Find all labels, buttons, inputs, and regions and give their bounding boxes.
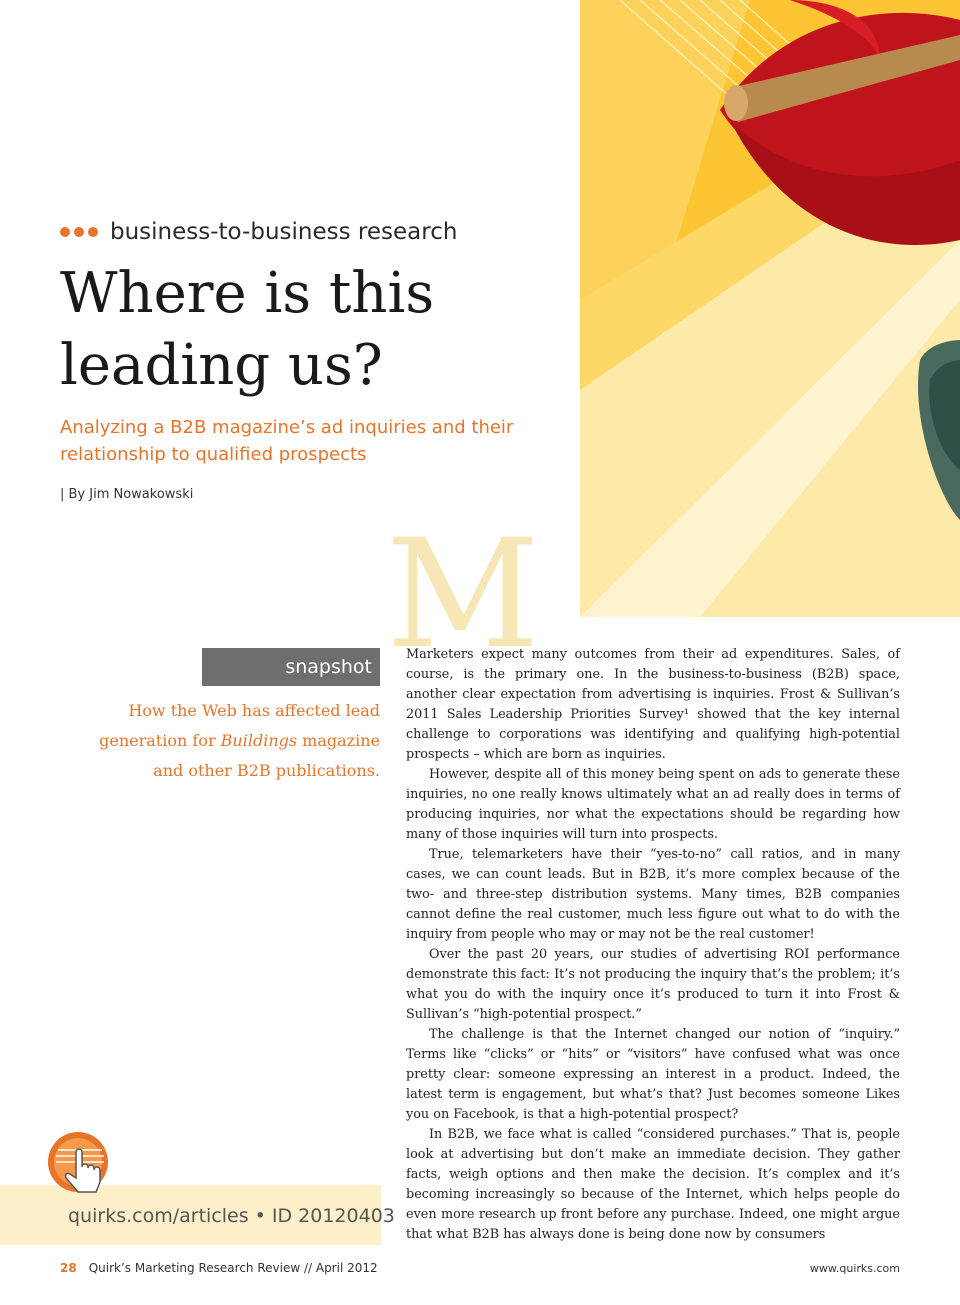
snapshot-text-italic: Buildings bbox=[220, 731, 298, 750]
hero-illustration bbox=[580, 0, 960, 617]
snapshot-label: snapshot bbox=[202, 648, 380, 686]
drop-cap: M bbox=[386, 508, 540, 682]
article-paragraph: True, telemarketers have their “yes-to-no” call ratios, and in many cases, we can count leads. But in B2B, it’s more complex because of the two- and three-step distribution systems. Many times, B2B companies cannot define the real customer, much less figure out what to do with the inquiry from people who may or may not be the real customer! bbox=[406, 847, 900, 942]
article-paragraph: Over the past 20 years, our studies of advertising ROI performance demonstrate this fact: It’s not producing the inquiry that’s the problem; it’s what you do with the inquiry once it’s produced to turn it into Frost & Sullivan’s “high-potential prospect.” bbox=[406, 947, 900, 1022]
article-paragraph: In B2B, we face what is called “considered purchases.” That is, people look at advertising but don’t make an immediate decision. They gather facts, weigh options and then make the decision. It’s complex and it’s becoming increasingly so because of the Internet, which helps people do even more research up front before any purchase. Indeed, one might argue that what B2B has always done is being done now by consumers bbox=[406, 1127, 900, 1242]
footer-website[interactable]: www.quirks.com bbox=[809, 1262, 900, 1275]
publication-name: Quirk’s Marketing Research Review // April 2012 bbox=[88, 1261, 378, 1275]
article-body bbox=[406, 645, 900, 1245]
title-line-2: leading us? bbox=[60, 333, 383, 398]
article-subtitle: Analyzing a B2B magazine’s ad inquiries and their relationship to qualified prospects bbox=[60, 417, 514, 465]
snapshot-text-after: magazine and other B2B publications. bbox=[153, 731, 380, 780]
byline: | By Jim Nowakowski bbox=[60, 487, 194, 502]
article-title bbox=[60, 258, 540, 402]
pointing-hand-icon bbox=[46, 1128, 114, 1200]
article-paragraph: Marketers expect many outcomes from their ad expenditures. Sales, of course, is the primary one. In the business-to-business (B2B) space, another clear expectation from advertising is inquiries. Frost & Sullivan’s 2011 Sales Leadership Priorities Survey¹ showed that the key internal challenge to corporations was identifying and qualifying high-potential prospects – which are born as inquiries. bbox=[406, 647, 900, 762]
section-label bbox=[60, 216, 457, 248]
article-link[interactable]: quirks.com/articles • ID 20120403 bbox=[68, 1205, 395, 1227]
bullet-dots-icon bbox=[60, 227, 98, 237]
title-line-1: Where is this bbox=[60, 261, 435, 326]
snapshot-text-before: How the Web has affected lead generation for bbox=[99, 701, 380, 750]
section-label-text: business-to-business research bbox=[110, 219, 458, 245]
article-paragraph: The challenge is that the Internet changed our notion of “inquiry.” Terms like “clicks” or “hits” or “visitors” have confused what was once pretty clear: someone expressing an interest in a product. Indeed, the latest term is engagement, but what’s that? Just becomes someone Likes you on Facebook, is that a high-potential prospect? bbox=[406, 1027, 900, 1122]
page-footer bbox=[60, 1261, 378, 1275]
page-number: 28 bbox=[60, 1261, 77, 1275]
article-paragraph: However, despite all of this money being spent on ads to generate these inquiries, no one really knows ultimately what an ad really does in terms of producing inquiries, nor what the expectations should be regarding how many of those inquiries will turn into prospects. bbox=[406, 767, 900, 842]
snapshot-text bbox=[70, 696, 380, 786]
